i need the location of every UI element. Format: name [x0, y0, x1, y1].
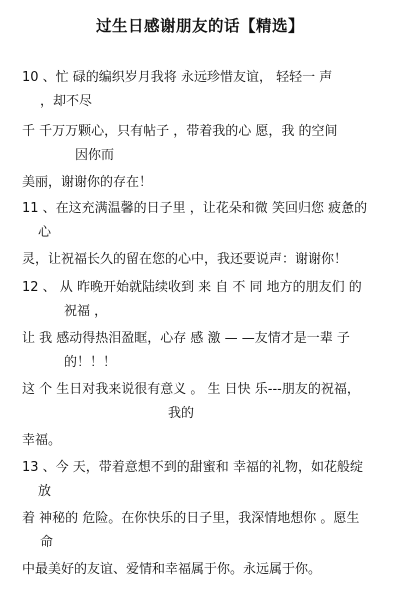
text-line: 13 、今 天，带着意想不到的甜蜜和 幸福的礼物，如花般绽 [22, 460, 363, 475]
text-line: 中最美好的友谊、爱情和幸福属于你。永远属于你。 [22, 562, 322, 577]
text-line: 祝福 ， [64, 304, 108, 319]
text-line: 幸福。 [22, 433, 62, 448]
text-line: 11 、在这充满温馨的日子里 ，让花朵和微 笑回归您 疲惫的 [22, 201, 368, 216]
text-line: 10 、忙 碌的编织岁月我将 永远珍惜友谊， 轻轻一 声 [22, 70, 333, 85]
text-line: 命 [40, 535, 54, 550]
text-line: 的！！！ [64, 355, 117, 370]
page-title: 过生日感谢朋友的话【精选】 [95, 17, 304, 35]
text-line: 灵，让祝福长久的留在您的心中，我还要说声：谢谢你！ [22, 252, 348, 267]
text-line: 因你而 [75, 148, 115, 163]
text-line: 12 、 从 昨晚开始就陆续收到 来 自 不 同 地方的朋友们 的 [22, 280, 362, 295]
text-line: 放 [38, 484, 52, 499]
text-line: 美丽，谢谢你的存在！ [22, 175, 153, 190]
text-line: 这 个 生日对我来说很有意义 。 生 日快 乐---朋友的祝福， [22, 382, 360, 397]
text-line: 我的 [168, 406, 195, 421]
text-line: 让 我 感动得热泪盈眶，心存 感 激 — —友情才是一辈 子 [22, 331, 350, 346]
text-line: 着 神秘的 危险。在你快乐的日子里，我深情地想你 。愿生 [22, 511, 360, 526]
text-line: 心 [38, 225, 52, 240]
text-line: 千 千万万颗心，只有帖子 ，带着我的心 愿，我 的空间 [22, 124, 338, 139]
text-line: ，却不尽 [40, 94, 93, 109]
